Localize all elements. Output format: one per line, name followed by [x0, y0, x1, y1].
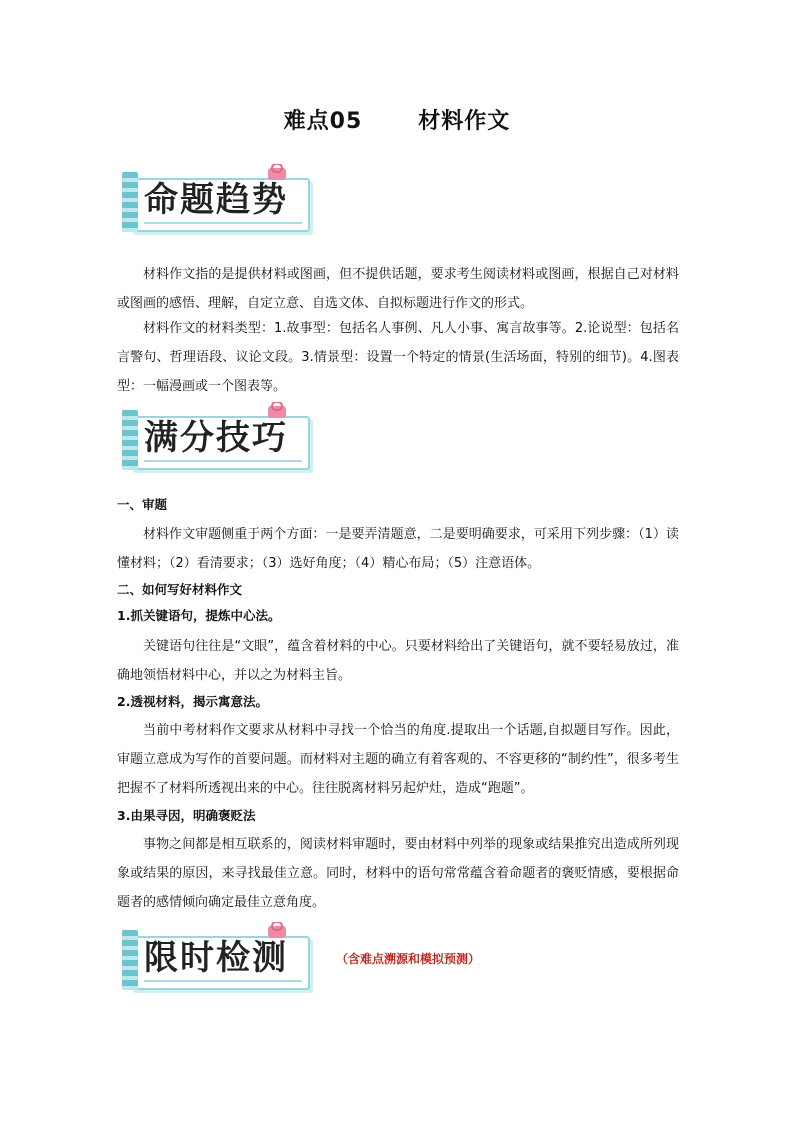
section-title-trend: 命题趋势: [144, 180, 288, 220]
banner-stripe: [122, 172, 138, 232]
subheading-2: 2.透视材料，揭示寓意法。: [117, 694, 268, 709]
page-title: [0, 104, 794, 135]
paper-clip-icon: [266, 922, 288, 940]
section-title-test: 限时检测: [144, 938, 288, 978]
review-paragraph: 材料作文审题侧重于两个方面：一是要弄清题意，二是要明确要求，可采用下列步骤：（1）读懂材料；（2）看清要求；（3）选好角度；（4）精心布局；（5）注意语体。: [117, 527, 679, 571]
paper-clip-icon: [266, 402, 288, 420]
heading-how-to-write: 二、如何写好材料作文: [117, 582, 243, 597]
paragraph-2: 当前中考材料作文要求从材料中寻找一个恰当的角度.提取出一个话题,自拟题目写作。因此，审题立意成为写作的首要问题。而材料对主题的确立有着客观的、不容更移的“制约性”，很多考生把握不了材料所透视出来的中心。往往脱离材料另起炉灶，造成“跑题”。: [117, 723, 679, 796]
paragraph-1: 关键语句往往是“文眼”，蕴含着材料的中心。只要材料给出了关键语句，就不要轻易放过，准确地领悟材料中心，并以之为材料主旨。: [117, 639, 679, 683]
paragraph-3: 事物之间都是相互联系的，阅读材料审题时，要由材料中列举的现象或结果推究出造成所列现象或结果的原因，来寻找最佳立意。同时，材料中的语句常常蕴含着命题者的褒贬情感，要根据命题者的感情倾向确定最佳立意角度。: [117, 837, 679, 910]
banner-stripe: [122, 930, 138, 990]
subheading-3: 3.由果寻因，明确褒贬法: [117, 808, 256, 823]
section-title-skills: 满分技巧: [144, 418, 288, 458]
test-note: （含难点溯源和模拟预测）: [336, 952, 481, 966]
section-banner-skills: [122, 410, 310, 470]
trend-paragraph-2: 材料作文的材料类型：1.故事型：包括名人事例、凡人小事、寓言故事等。2.论说型：包括名言警句、哲理语段、议论文段。3.情景型：设置一个特定的情景(生活场面，特别的细节)。4.图表型：一幅漫画或一个图表等。: [117, 321, 679, 394]
title-part2: 材料作文: [418, 109, 511, 134]
section-banner-test: [122, 930, 310, 990]
trend-paragraph-1: 材料作文指的是提供材料或图画，但不提供话题，要求考生阅读材料或图画，根据自己对材料或图画的感悟、理解，自定立意、自选文体、自拟标题进行作文的形式。: [117, 267, 679, 311]
title-part1: 难点05: [283, 109, 363, 134]
subheading-1: 1.抓关键语句，提炼中心法。: [117, 608, 281, 623]
heading-review: 一、审题: [117, 497, 168, 512]
banner-stripe: [122, 410, 138, 470]
section-banner-trend: [122, 172, 310, 232]
paper-clip-icon: [266, 164, 288, 182]
